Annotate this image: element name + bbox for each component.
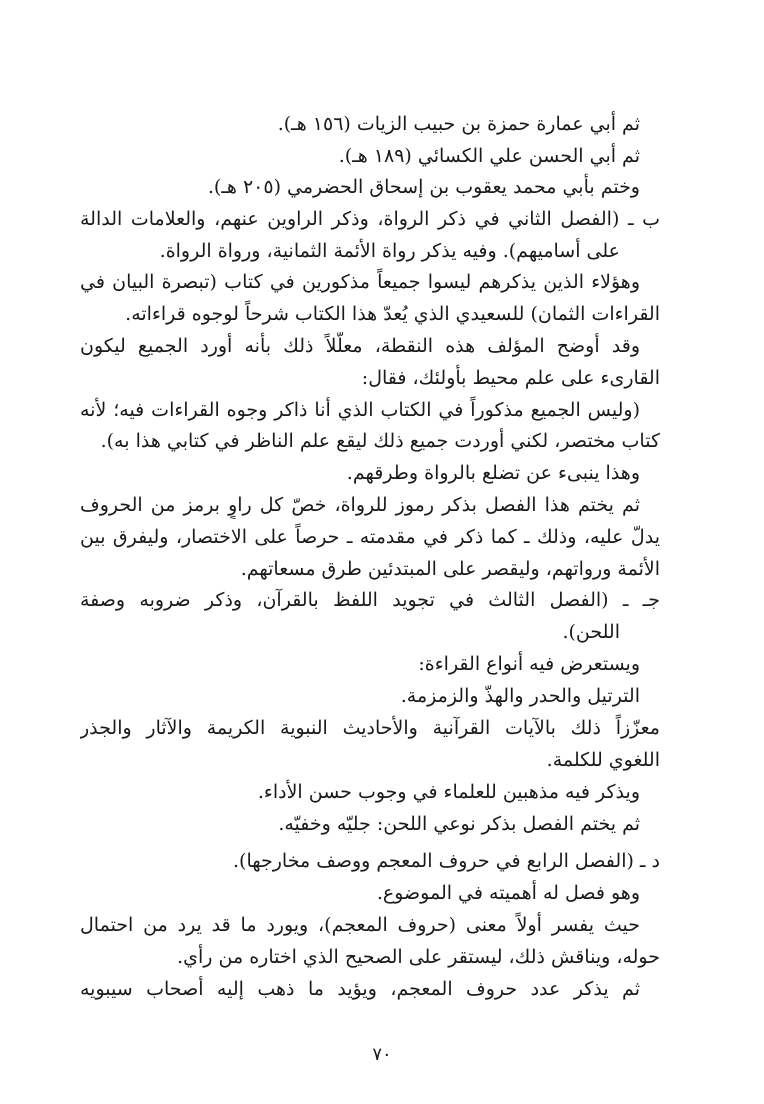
text-line: ثم أبي عمارة حمزة بن حبيب الزيات (١٥٦ هـ). (277, 113, 640, 135)
text-line: ثم يذكر عدد حروف المعجم، ويؤيد ما ذهب إليه أصحاب سيبويه (80, 978, 640, 1000)
text-line: ويستعرض فيه أنواع القراءة: (418, 653, 640, 675)
text-line: يدلّ عليه، وذلك ـ كما ذكر في مقدمته ـ حرصاً على الاختصار، وليفرق بين (80, 526, 660, 548)
text-line: وهذا ينبىء عن تضلع بالرواة وطرقهم. (346, 462, 640, 484)
text-line: اللحن). (562, 621, 620, 643)
text-line: د ـ (الفصل الرابع في حروف المعجم ووصف مخارجها). (233, 850, 660, 872)
text-line: وقد أوضح المؤلف هذه النقطة، معلّلاً ذلك بأنه أورد الجميع ليكون (80, 335, 640, 357)
text-line: وختم بأبي محمد يعقوب بن إسحاق الحضرمي (٢٠٥ هـ). (207, 176, 640, 198)
text-line: حيث يفسر أولاً معنى (حروف المعجم)، ويورد ما قد يرد من احتمال (80, 914, 640, 936)
text-line: حوله، ويناقش ذلك، ليستقر على الصحيح الذي اختاره من رأي. (177, 946, 660, 968)
text-line: ثم أبي الحسن علي الكسائي (١٨٩ هـ). (338, 145, 640, 167)
text-line: ب ـ (الفصل الثاني في ذكر الرواة، وذكر الراوين عنهم، والعلامات الدالة (80, 208, 660, 230)
text-line: ثم يختم هذا الفصل بذكر رموز للرواة، خصّ كل راوٍ برمز من الحروف (80, 494, 640, 516)
text-line: وهو فصل له أهميته في الموضوع. (376, 882, 640, 904)
text-line: القارىء على علم محيط بأولئك، فقال: (361, 367, 660, 389)
text-line: على أساميهم). وفيه يذكر رواة الأئمة الثمانية، ورواة الرواة. (159, 240, 620, 262)
page-number: ٧٠ (372, 1044, 392, 1065)
text-line: وهؤلاء الذين يذكرهم ليسوا جميعاً مذكورين في كتاب (تبصرة البيان في (80, 271, 640, 293)
text-line: جـ ـ (الفصل الثالث في تجويد اللفظ بالقرآن، وذكر ضروبه وصفة (80, 589, 660, 611)
text-line: الترتيل والحدر والهذّ والزمزمة. (400, 685, 640, 707)
text-line: اللغوي للكلمة. (546, 749, 660, 771)
text-line: ويذكر فيه مذهبين للعلماء في وجوب حسن الأداء. (257, 781, 640, 803)
text-line: كتاب مختصر، لكني أوردت جميع ذلك ليقع علم الناظر في كتابي هذا به). (100, 430, 660, 452)
text-line: القراءات الثمان) للسعيدي الذي يُعدّ هذا الكتاب شرحاً لوجوه قراءاته. (125, 303, 660, 325)
text-line: معزّزاً ذلك بالآيات القرآنية والأحاديث النبوية الكريمة والآثار والجذر (80, 717, 660, 739)
text-line: ثم يختم الفصل بذكر نوعي اللحن: جليّه وخفيّه. (278, 813, 640, 835)
text-line: الأئمة ورواتهم، وليقصر على المبتدئين طرق مسعاتهم. (240, 558, 660, 580)
text-line: (وليس الجميع مذكوراً في الكتاب الذي أنا ذاكر وجوه القراءات فيه؛ لأنه (80, 399, 640, 421)
